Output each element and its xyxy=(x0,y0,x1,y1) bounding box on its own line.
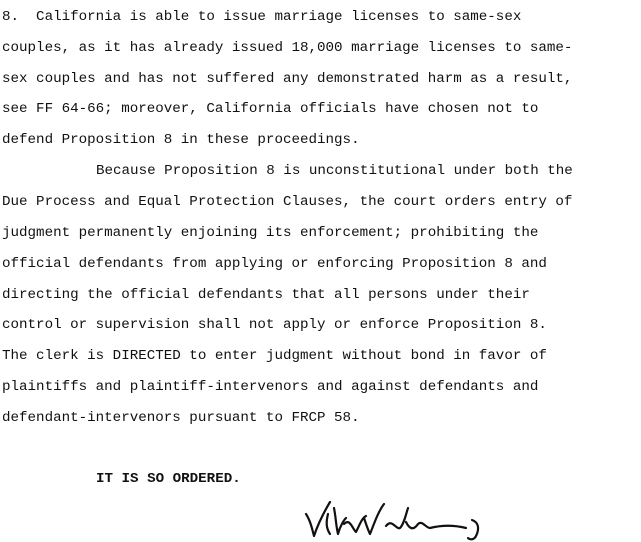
closing-statement: IT IS SO ORDERED. xyxy=(96,471,241,487)
paragraph-2-line-9: defendant-intervenors pursuant to FRCP 58. xyxy=(2,410,360,426)
paragraph-2-line-4: official defendants from applying or enforcing Proposition 8 and xyxy=(2,256,547,272)
paragraph-1-line-1: 8. California is able to issue marriage licenses to same-sex xyxy=(2,9,522,25)
paragraph-2-line-2: Due Process and Equal Protection Clauses, the court orders entry of xyxy=(2,194,573,210)
paragraph-2-line-1: Because Proposition 8 is unconstitutional under both the xyxy=(96,163,573,179)
paragraph-2-line-7: The clerk is DIRECTED to enter judgment without bond in favor of xyxy=(2,348,547,364)
paragraph-1-line-5: defend Proposition 8 in these proceedings. xyxy=(2,132,360,148)
paragraph-1-line-2: couples, as it has already issued 18,000 marriage licenses to same- xyxy=(2,40,573,56)
paragraph-2-line-6: control or supervision shall not apply or enforce Proposition 8. xyxy=(2,317,547,333)
paragraph-2-line-3: judgment permanently enjoining its enforcement; prohibiting the xyxy=(2,225,539,241)
paragraph-1-line-3: sex couples and has not suffered any demonstrated harm as a result, xyxy=(2,71,573,87)
signature-image xyxy=(300,494,496,542)
paragraph-2-line-8: plaintiffs and plaintiff-intervenors and against defendants and xyxy=(2,379,539,395)
paragraph-2-line-5: directing the official defendants that all persons under their xyxy=(2,287,530,303)
paragraph-1-line-4: see FF 64-66; moreover, California officials have chosen not to xyxy=(2,101,539,117)
